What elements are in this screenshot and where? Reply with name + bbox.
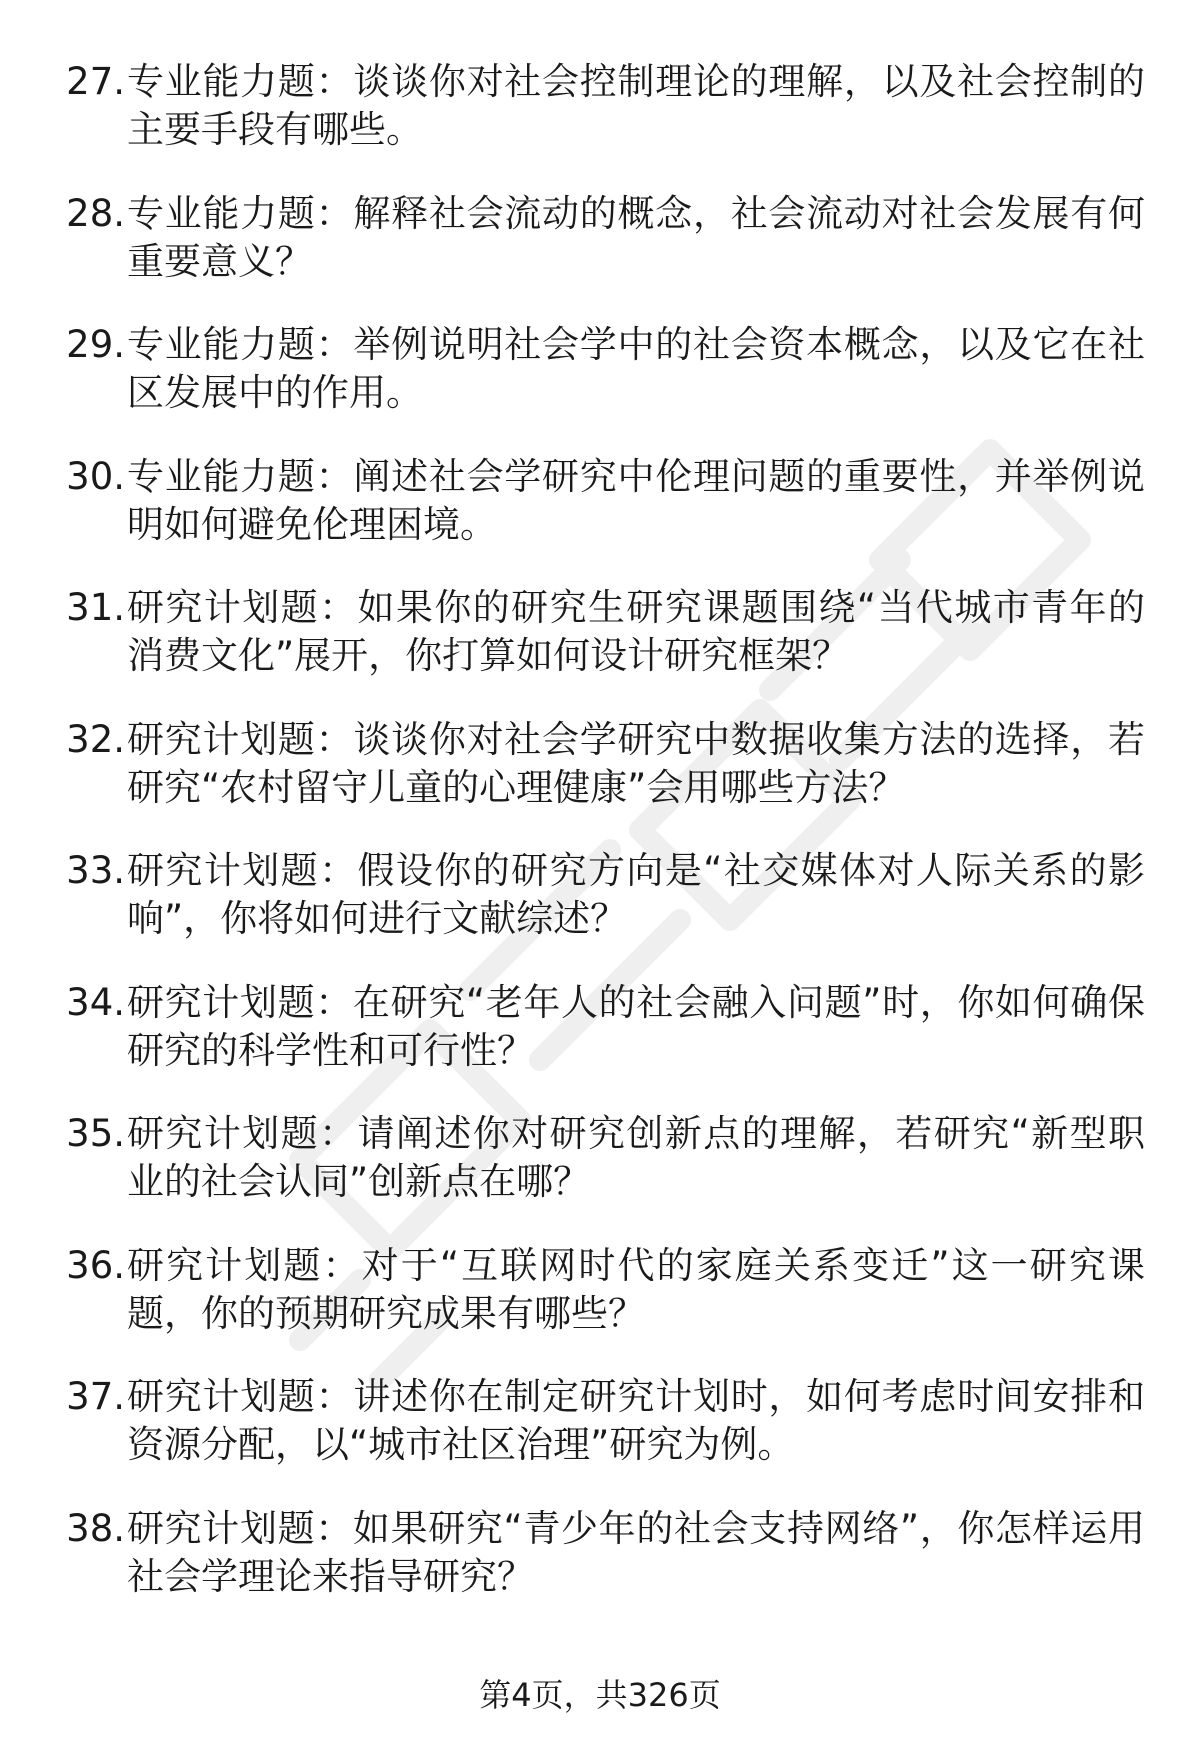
list-item — [0, 1242, 1200, 1374]
list-item — [0, 979, 1200, 1111]
list-item — [0, 1505, 1200, 1637]
question-text: 专业能力题：解释社会流动的概念，社会流动对社会发展有何重要意义？ — [127, 191, 1145, 283]
list-item — [0, 453, 1200, 585]
list-item — [0, 716, 1200, 848]
page-number-footer: 第4页，共326页 — [479, 1676, 721, 1714]
question-text: 专业能力题：举例说明社会学中的社会资本概念，以及它在社区发展中的作用。 — [127, 323, 1145, 414]
question-text: 研究计划题：谈谈你对社会学研究中数据收集方法的选择，若研究“农村留守儿童的心理健康”会用哪些方法？ — [127, 717, 1145, 809]
question-number: 27. — [66, 60, 125, 103]
list-item — [0, 58, 1200, 190]
question-text: 研究计划题：讲述你在制定研究计划时，如何考虑时间安排和资源分配，以“城市社区治理”研究为例。 — [127, 1375, 1145, 1466]
question-list — [0, 58, 1200, 1636]
question-number: 38. — [66, 1506, 125, 1550]
question-text: 研究计划题：在研究“老年人的社会融入问题”时，你如何确保研究的科学性和可行性？ — [127, 980, 1145, 1072]
list-item — [0, 321, 1200, 453]
question-text: 专业能力题：阐述社会学研究中伦理问题的重要性，并举例说明如何避免伦理困境。 — [127, 454, 1145, 546]
question-text: 专业能力题：谈谈你对社会控制理论的理解，以及社会控制的主要手段有哪些。 — [127, 60, 1145, 151]
question-number: 31. — [66, 586, 125, 629]
list-item — [0, 584, 1200, 716]
list-item — [0, 847, 1200, 979]
question-number: 29. — [66, 323, 125, 366]
question-number: 34. — [66, 980, 125, 1024]
list-item — [0, 190, 1200, 322]
question-number: 32. — [66, 717, 125, 761]
question-text: 研究计划题：如果你的研究生研究课题围绕“当代城市青年的消费文化”展开，你打算如何设计研究框架？ — [127, 586, 1145, 677]
question-text: 研究计划题：对于“互联网时代的家庭关系变迁”这一研究课题，你的预期研究成果有哪些？ — [127, 1243, 1145, 1335]
question-text: 研究计划题：如果研究“青少年的社会支持网络”，你怎样运用社会学理论来指导研究？ — [127, 1506, 1145, 1598]
question-number: 33. — [66, 849, 125, 892]
question-text: 研究计划题：请阐述你对研究创新点的理解，若研究“新型职业的社会认同”创新点在哪？ — [127, 1112, 1145, 1203]
question-number: 36. — [66, 1243, 125, 1287]
question-number: 30. — [66, 454, 125, 498]
question-number: 37. — [66, 1375, 125, 1418]
question-number: 28. — [66, 191, 125, 235]
list-item — [0, 1110, 1200, 1242]
question-text: 研究计划题：假设你的研究方向是“社交媒体对人际关系的影响”，你将如何进行文献综述？ — [127, 849, 1145, 940]
list-item — [0, 1373, 1200, 1505]
question-number: 35. — [66, 1112, 125, 1155]
